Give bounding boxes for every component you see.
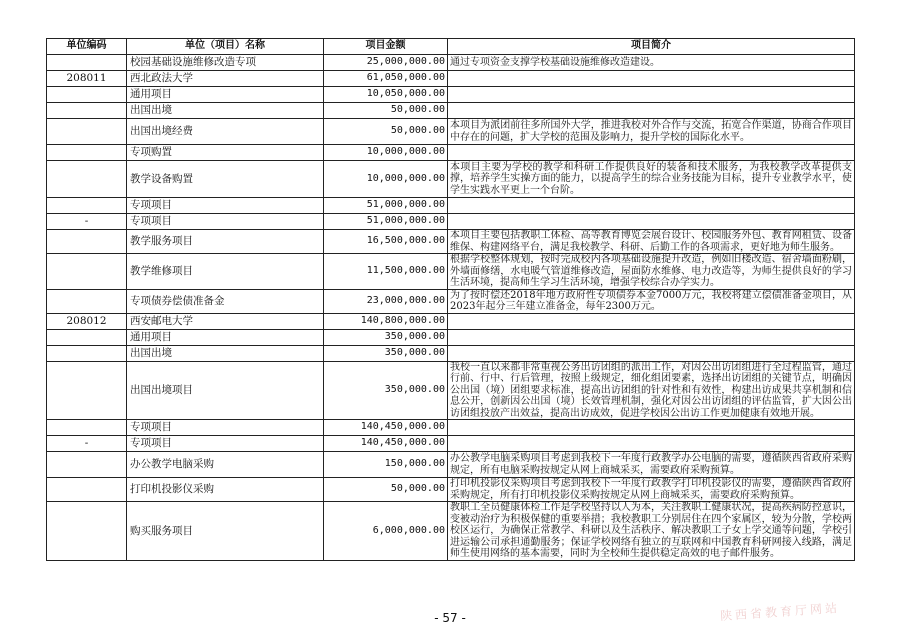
cell-unit-name: 专项债券偿债准备金 [127, 289, 324, 313]
cell-unit-name: 通用项目 [127, 87, 324, 103]
table-row [47, 119, 855, 145]
cell-unit-name: 出国出境 [127, 345, 324, 361]
table-row [47, 345, 855, 361]
cell-unit-code [47, 119, 127, 145]
cell-description [448, 145, 855, 161]
table-row [47, 103, 855, 119]
header-description: 项目简介 [448, 39, 855, 55]
table-row [47, 161, 855, 198]
cell-unit-name: 校园基础设施维修改造专项 [127, 55, 324, 71]
table-row [47, 254, 855, 290]
budget-table [46, 38, 855, 561]
cell-description [448, 87, 855, 103]
cell-unit-name: 出国出境 [127, 103, 324, 119]
table-row [47, 420, 855, 436]
cell-unit-code [47, 198, 127, 214]
cell-unit-code [47, 230, 127, 254]
cell-unit-code: - [47, 436, 127, 452]
table-row [47, 478, 855, 502]
table-row [47, 329, 855, 345]
cell-amount: 23,000,000.00 [324, 289, 448, 313]
cell-unit-code [47, 289, 127, 313]
cell-unit-name: 教学维修项目 [127, 254, 324, 290]
cell-amount: 140,800,000.00 [324, 313, 448, 329]
cell-amount: 51,000,000.00 [324, 214, 448, 230]
header-amount: 项目金额 [324, 39, 448, 55]
table-row [47, 452, 855, 478]
cell-description: 本项目为派团前往多所国外大学，推进我校对外合作与交流，拓宽合作渠道，协商合作项目中存在的问题，扩大学校的范围及影响力，提升学校的国际化水平。 [448, 119, 855, 145]
cell-unit-code [47, 87, 127, 103]
cell-description: 本项目主要为学校的教学和科研工作提供良好的装备和技术服务，为我校教学改革提供支撑，培养学生实操方面的能力，以提高学生的综合业务技能为目标，提升专业教学水平，使学生实践水平更上一个台阶。 [448, 161, 855, 198]
cell-description: 教职工全员健康体检工作是学校坚持以人为本，关注教职工健康状况，提高疾病防控意识，变被动治疗为积极保健的重要举措；我校教职工分别居住在四个家属区，较为分散，学校两校区运行，为确保正常教学、科研以及生活秩序、解决教职工子女上学交通等问题，学校引进运输公司承担通勤服务；保证学校网络有独立的互联网和中国教育科研网接入线路，满足师生使用网络的基本需要，同时为全校师生提供稳定高效的电子邮件服务。 [448, 502, 855, 561]
cell-description: 办公教学电脑采购项目考虑到我校下一年度行政教学办公电脑的需要，遵循陕西省政府采购规定，所有电脑采购按规定从网上商城采买，需要政府采购预算。 [448, 452, 855, 478]
table-row [47, 71, 855, 87]
cell-unit-code: 208011 [47, 71, 127, 87]
cell-unit-name: 出国出境项目 [127, 361, 324, 420]
cell-unit-code [47, 55, 127, 71]
cell-unit-name: 购买服务项目 [127, 502, 324, 561]
cell-amount: 140,450,000.00 [324, 420, 448, 436]
cell-amount: 11,500,000.00 [324, 254, 448, 290]
cell-amount: 25,000,000.00 [324, 55, 448, 71]
cell-unit-name: 通用项目 [127, 329, 324, 345]
cell-description [448, 103, 855, 119]
table-row [47, 87, 855, 103]
cell-description [448, 313, 855, 329]
table-row [47, 361, 855, 420]
cell-unit-code: - [47, 214, 127, 230]
cell-unit-name: 专项项目 [127, 436, 324, 452]
table-body [47, 55, 855, 561]
cell-unit-code [47, 502, 127, 561]
cell-unit-name: 西安邮电大学 [127, 313, 324, 329]
cell-unit-code [47, 420, 127, 436]
cell-unit-name: 专项项目 [127, 420, 324, 436]
cell-description [448, 436, 855, 452]
cell-unit-code: 208012 [47, 313, 127, 329]
cell-description [448, 345, 855, 361]
cell-amount: 51,000,000.00 [324, 198, 448, 214]
cell-description: 我校一直以来都非常重视公务出访团组的派出工作，对因公出访团组进行全过程监管，通过行前、行中、行后管理，按照上级规定，细化组团要素，选择出访团组的关键节点，明确因公出国（境）团组要求标准，提高出访团组的针对性和有效性，构建出访成果共享机制和信息公开，创新因公出国（境）长效管理机制，强化对因公出访团组的评估监管，扩大因公出访团组投放产出效益，提高出访成效，促进学校因公出访工作更加健康有效地开展。 [448, 361, 855, 420]
cell-unit-name: 办公教学电脑采购 [127, 452, 324, 478]
cell-unit-code [47, 329, 127, 345]
cell-description: 打印机投影仪采购项目考虑到我校下一年度行政教学打印机投影仪的需要，遵循陕西省政府采购规定，所有打印机投影仪采购按规定从网上商城采买，需要政府采购预算。 [448, 478, 855, 502]
page-number: - 57 - [434, 611, 466, 625]
cell-unit-name: 出国出境经费 [127, 119, 324, 145]
cell-amount: 50,000.00 [324, 103, 448, 119]
table-header-row [47, 39, 855, 55]
cell-amount: 61,050,000.00 [324, 71, 448, 87]
cell-unit-name: 专项项目 [127, 198, 324, 214]
table-row [47, 230, 855, 254]
cell-description: 通过专项资金支撑学校基础设施维修改造建设。 [448, 55, 855, 71]
budget-table-sheet [46, 38, 854, 561]
cell-description [448, 198, 855, 214]
cell-amount: 10,000,000.00 [324, 161, 448, 198]
table-row [47, 313, 855, 329]
cell-amount: 10,000,000.00 [324, 145, 448, 161]
table-row [47, 214, 855, 230]
table-row [47, 198, 855, 214]
cell-amount: 350,000.00 [324, 345, 448, 361]
table-row [47, 55, 855, 71]
cell-unit-code [47, 103, 127, 119]
cell-unit-code [47, 452, 127, 478]
cell-amount: 350,000.00 [324, 329, 448, 345]
cell-amount: 50,000.00 [324, 478, 448, 502]
watermark: 陕西省教育厅网站 [719, 600, 841, 624]
header-unit-name: 单位（项目）名称 [127, 39, 324, 55]
table-row [47, 145, 855, 161]
cell-unit-code [47, 145, 127, 161]
table-row [47, 289, 855, 313]
cell-description: 根据学校整体规划，按时完成校内各项基础设施提升改造，例如旧楼改造、宿舍墙面粉刷，外墙面修缮，水电暖气管道维修改造，屋面防水维修、电力改造等，为师生提供良好的学习生活环境，提高师生学习生活环境，增强学校综合办学实力。 [448, 254, 855, 290]
cell-unit-code [47, 161, 127, 198]
table-row [47, 502, 855, 561]
cell-unit-name: 打印机投影仪采购 [127, 478, 324, 502]
cell-amount: 140,450,000.00 [324, 436, 448, 452]
cell-unit-name: 专项项目 [127, 214, 324, 230]
cell-unit-code [47, 361, 127, 420]
cell-unit-code [47, 254, 127, 290]
cell-unit-code [47, 345, 127, 361]
cell-description [448, 214, 855, 230]
cell-amount: 10,050,000.00 [324, 87, 448, 103]
table-row [47, 436, 855, 452]
cell-unit-name: 教学服务项目 [127, 230, 324, 254]
cell-amount: 6,000,000.00 [324, 502, 448, 561]
cell-description: 本项目主要包括教职工体检、高等教育博览会展台设计、校园服务外包、教育网租赁、设备维保、构建网络平台，满足我校教学、科研、后勤工作的各项需求，更好地为师生服务。 [448, 230, 855, 254]
cell-amount: 150,000.00 [324, 452, 448, 478]
cell-amount: 16,500,000.00 [324, 230, 448, 254]
cell-description [448, 71, 855, 87]
cell-description [448, 420, 855, 436]
cell-unit-name: 西北政法大学 [127, 71, 324, 87]
cell-unit-name: 专项购置 [127, 145, 324, 161]
cell-amount: 350,000.00 [324, 361, 448, 420]
header-unit-code: 单位编码 [47, 39, 127, 55]
cell-description: 为了按时偿还2018年地方政府性专项债券本金7000万元，我校将建立偿债准备金项目，从2023年起分三年建立准备金，每年2300万元。 [448, 289, 855, 313]
cell-unit-name: 教学设备购置 [127, 161, 324, 198]
cell-amount: 50,000.00 [324, 119, 448, 145]
cell-unit-code [47, 478, 127, 502]
cell-description [448, 329, 855, 345]
